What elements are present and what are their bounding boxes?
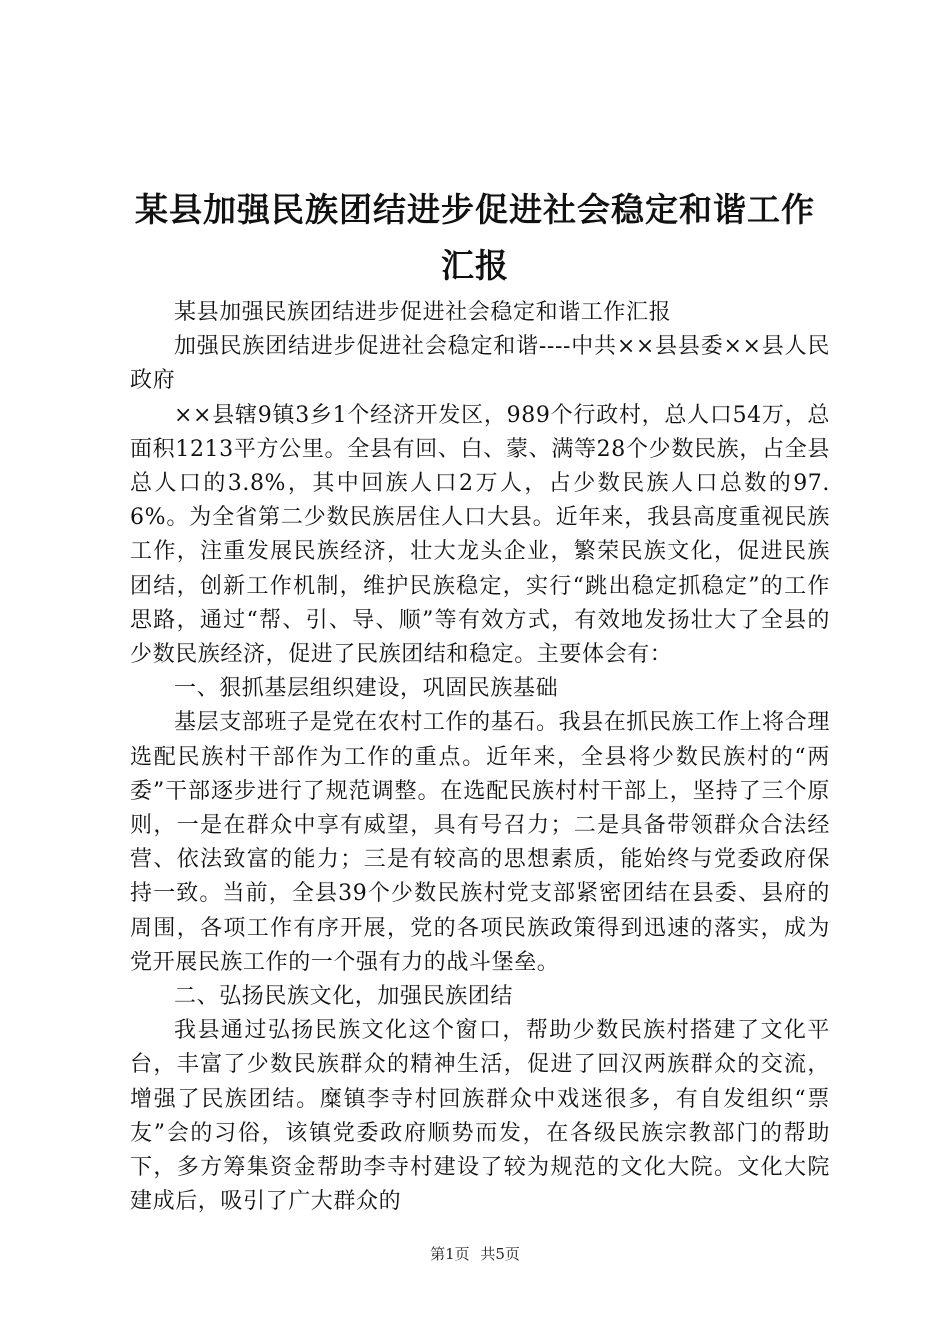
subtitle-paragraph: 某县加强民族团结进步促进社会稳定和谐工作汇报 (174, 300, 672, 325)
page-footer (0, 1243, 950, 1264)
document-title-line-2: 汇报 (441, 246, 509, 285)
section-heading-1: 一、狠抓基层组织建设，巩固民族基础 (174, 676, 559, 702)
section-1-paragraph: 基层支部班子是党在农村工作的基石。我县在抓民族工作上将合理选配民族村干部作为工作的重点。近年来，全县将少数民族村的“两委”干部逐步进行了规范调整。在选配民族村村干部上，坚持了三个原则，一是在群众中享有威望，具有号召力；二是具备带领群众合法经营、依法致富的能力；三是有较高的思想素质，能始终与党委政府保持一致。当前，全县39个少数民族村党支部紧密团结在县委、县府的周围，各项工作有序开展，党的各项民族政策得到迅速的落实，成为党开展民族工作的一个强有力的战斗堡垒。 (130, 710, 830, 975)
byline-paragraph: 加强民族团结进步促进社会稳定和谐----中共××县县委××县人民政府 (130, 334, 830, 394)
page-total: 共5页 (480, 1245, 520, 1263)
section-heading-2: 二、弘扬民族文化，加强民族团结 (174, 984, 514, 1010)
document-body (130, 296, 830, 1219)
page-number: 第1页 (430, 1245, 470, 1263)
intro-paragraph: ××县辖9镇3乡1个经济开发区，989个行政村，总人口54万，总面积1213平方公里。全县有回、白、蒙、满等28个少数民族，占全县总人口的3.8%，其中回族人口2万人，占少数民族人口总数的97.6%。为全省第二少数民族居住人口大县。近年来，我县高度重视民族工作，注重发展民族经济，壮大龙头企业，繁荣民族文化，促进民族团结，创新工作机制，维护民族稳定，实行“跳出稳定抓稳定”的工作思路，通过“帮、引、导、顺”等有效方式，有效地发扬壮大了全县的少数民族经济，促进了民族团结和稳定。主要体会有： (130, 402, 830, 668)
document-title-line-1: 某县加强民族团结进步促进社会稳定和谐工作 (135, 190, 815, 229)
section-2-paragraph: 我县通过弘扬民族文化这个窗口，帮助少数民族村搭建了文化平台，丰富了少数民族群众的精神生活，促进了回汉两族群众的交流，增强了民族团结。糜镇李寺村回族群众中戏迷很多，有自发组织“票友”会的习俗，该镇党委政府顺势而发，在各级民族宗教部门的帮助下，多方筹集资金帮助李寺村建设了较为规范的文化大院。文化大院建成后，吸引了广大群众的 (130, 1018, 830, 1215)
